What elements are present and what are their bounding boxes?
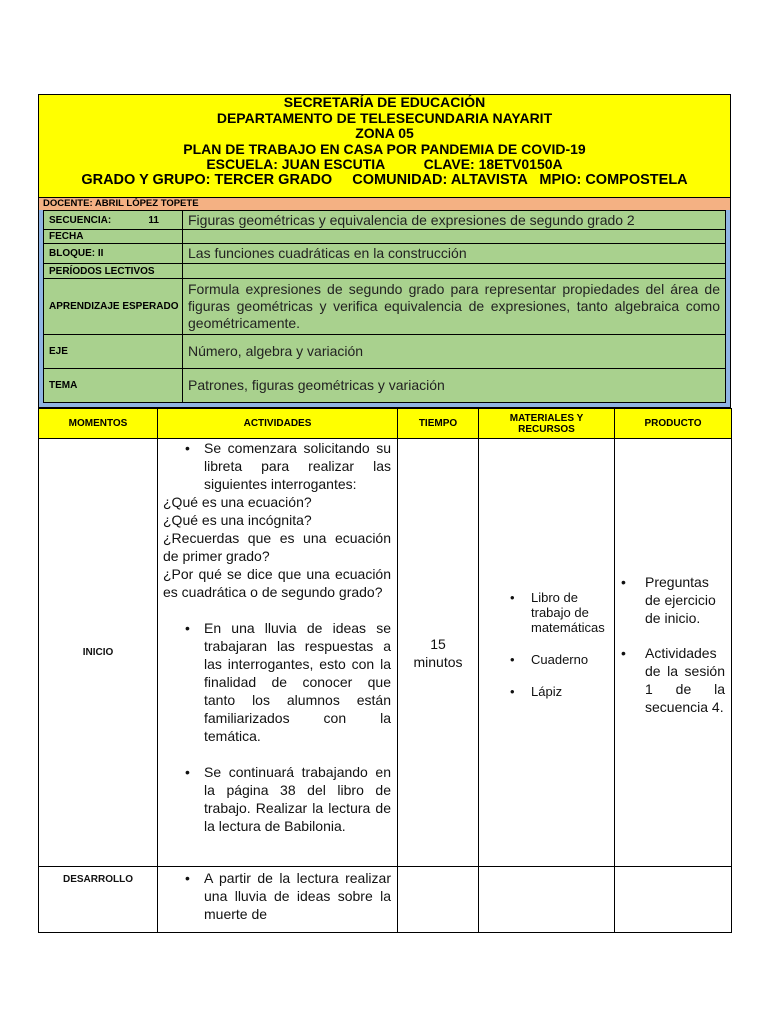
tiempo-inicio: 15 minutos xyxy=(398,439,479,867)
header-line-grado: GRADO Y GRUPO: TERCER GRADO COMUNIDAD: ALTAVISTA MPIO: COMPOSTELA xyxy=(81,171,688,188)
fecha-label: FECHA xyxy=(44,230,183,244)
inicio-bullets-2 xyxy=(158,619,397,745)
materiales-list xyxy=(479,590,614,699)
momento-inicio: INICIO xyxy=(39,439,158,867)
header-line-departamento: DEPARTAMENTO DE TELESECUNDARIA NAYARIT xyxy=(216,109,553,126)
inicio-bullet-3: • Se continuará trabajando en la página 38 del libro de trabajo. Realizar la lectura de la lectura de Babilonia. xyxy=(204,763,397,835)
info-row-tema xyxy=(44,369,726,403)
material-item-cuaderno: • Cuaderno xyxy=(531,652,614,667)
eje-label: EJE xyxy=(44,335,183,369)
tiempo-desarrollo xyxy=(398,867,479,933)
document xyxy=(38,94,731,933)
header-producto: PRODUCTO xyxy=(615,409,732,439)
inicio-bullets-3 xyxy=(158,763,397,835)
question-3: ¿Recuerdas que es una ecuación de primer grado? xyxy=(163,530,391,564)
docente-bar: DOCENTE: ABRIL LÓPEZ TOPETE xyxy=(38,198,731,210)
producto-item-actividades: • Actividades de la sesión 1 de la secuencia 4. xyxy=(645,644,731,716)
header-materiales: MATERIALES Y RECURSOS xyxy=(479,409,615,439)
inicio-bullet-2: • En una lluvia de ideas se trabajaran las respuestas a las interrogantes, esto con la finalidad de conocer que tanto los alumnos están familiarizados con la temática. xyxy=(204,619,397,745)
info-row-bloque xyxy=(44,244,726,264)
momento-desarrollo: DESARROLLO xyxy=(39,867,158,933)
aprendizaje-value: Formula expresiones de segundo grado para representar propiedades del área de figuras geométricas y verifica equivalencia de expresiones, tanto algebraica como geométricamente. xyxy=(183,279,726,335)
desarrollo-bullets xyxy=(158,869,397,923)
secuencia-value: Figuras geométricas y equivalencia de expresiones de segundo grado 2 xyxy=(183,211,726,230)
header-actividades: ACTIVIDADES xyxy=(158,409,398,439)
header-line-escuela: ESCUELA: JUAN ESCUTIA CLAVE: 18ETV0150A xyxy=(206,156,563,172)
periodos-value xyxy=(183,264,726,279)
plan-table xyxy=(38,408,732,933)
bloque-value: Las funciones cuadráticas en la construcción xyxy=(183,244,726,264)
header-momentos: MOMENTOS xyxy=(39,409,158,439)
materiales-inicio xyxy=(479,439,615,867)
aprendizaje-label: APRENDIZAJE ESPERADO xyxy=(44,279,183,335)
question-2: ¿Qué es una incógnita? xyxy=(163,512,312,528)
document-header xyxy=(38,94,731,198)
plan-table-header xyxy=(39,409,732,439)
info-table xyxy=(43,210,726,403)
row-desarrollo xyxy=(39,867,732,933)
question-1: ¿Qué es una ecuación? xyxy=(163,494,312,510)
producto-list xyxy=(615,573,731,716)
info-row-periodos xyxy=(44,264,726,279)
periodos-label: PERÍODOS LECTIVOS xyxy=(44,264,183,279)
materiales-desarrollo xyxy=(479,867,615,933)
info-section xyxy=(38,210,731,408)
info-row-eje xyxy=(44,335,726,369)
header-tiempo: TIEMPO xyxy=(398,409,479,439)
info-row-aprendizaje xyxy=(44,279,726,335)
tema-value: Patrones, figuras geométricas y variación xyxy=(183,369,726,403)
inicio-bullets-1 xyxy=(158,439,397,493)
tema-label: TEMA xyxy=(44,369,183,403)
info-row-secuencia xyxy=(44,211,726,230)
material-item-libro: • Libro de trabajo de matemáticas xyxy=(531,590,614,635)
producto-inicio xyxy=(615,439,732,867)
secuencia-number: 11 xyxy=(148,214,159,226)
header-line-plan: PLAN DE TRABAJO EN CASA POR PANDEMIA DE COVID-19 xyxy=(183,140,586,157)
header-line-secretaria: SECRETARÍA DE EDUCACIÓN xyxy=(283,94,486,110)
desarrollo-bullet-1: • A partir de la lectura realizar una lluvia de ideas sobre la muerte de xyxy=(204,869,397,923)
producto-item-preguntas: • Preguntas de ejercicio de inicio. xyxy=(645,573,731,627)
eje-value: Número, algebra y variación xyxy=(183,335,726,369)
secuencia-label-cell xyxy=(44,211,183,230)
actividades-inicio xyxy=(158,439,398,867)
inicio-bullet-1: • Se comenzara solicitando su libreta para realizar las siguientes interrogantes: xyxy=(204,439,397,493)
fecha-value xyxy=(183,230,726,244)
header-line-zona: ZONA 05 xyxy=(355,125,414,141)
question-4: ¿Por qué se dice que una ecuación es cuadrática o de segundo grado? xyxy=(163,566,391,600)
producto-desarrollo xyxy=(615,867,732,933)
bloque-label: BLOQUE: II xyxy=(44,244,183,264)
info-row-fecha xyxy=(44,230,726,244)
row-inicio xyxy=(39,439,732,867)
actividades-desarrollo xyxy=(158,867,398,933)
material-item-lapiz: • Lápiz xyxy=(531,684,614,699)
secuencia-label: SECUENCIA: xyxy=(49,214,112,226)
